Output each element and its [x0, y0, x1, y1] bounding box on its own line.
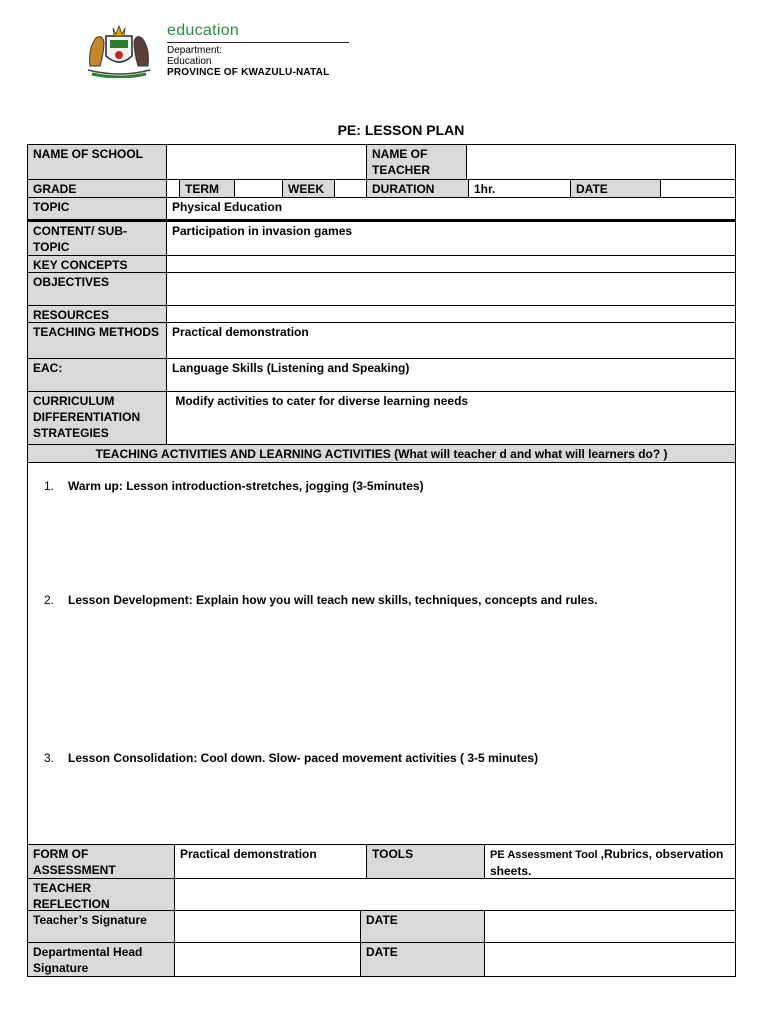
reflection-label: TEACHER REFLECTION	[28, 879, 174, 910]
tools-value-rest: ,Rubrics, observation sheets.	[490, 847, 724, 878]
department-line-2: Education	[167, 56, 212, 67]
hod-signature-row	[28, 942, 735, 976]
school-label: NAME OF SCHOOL	[28, 145, 166, 179]
teacher-name-label: NAME OF TEACHER	[366, 145, 466, 179]
reflection-row	[28, 878, 735, 910]
grade-field[interactable]	[166, 180, 179, 197]
activities-header: TEACHING ACTIVITIES AND LEARNING ACTIVITIES (What will teacher d and what will learners do? )	[28, 445, 735, 462]
eac-label: EAC:	[28, 359, 166, 391]
brand-rule	[167, 42, 349, 43]
topic-value: Physical Education	[166, 198, 735, 219]
department-line-1: Department:	[167, 45, 223, 56]
activity-number: 3.	[44, 751, 55, 765]
activities-header-row	[28, 444, 735, 462]
hod-date-field[interactable]	[484, 943, 735, 976]
activity-item	[44, 593, 597, 607]
teacher-date-field[interactable]	[484, 911, 735, 942]
reflection-field[interactable]	[174, 879, 735, 910]
objectives-label: OBJECTIVES	[28, 273, 166, 305]
week-label: WEEK	[282, 180, 334, 197]
school-field[interactable]	[166, 145, 366, 179]
tools-value	[484, 845, 735, 878]
activities-area	[28, 462, 735, 844]
eac-value: Language Skills (Listening and Speaking)	[166, 359, 735, 391]
teaching-methods-value: Practical demonstration	[166, 323, 735, 358]
page-title: PE: LESSON PLAN	[337, 122, 465, 138]
resources-label: RESOURCES	[28, 306, 166, 322]
teacher-signature-row	[28, 910, 735, 942]
assessment-label: FORM OF ASSESSMENT	[28, 845, 174, 878]
teacher-signature-label: Teacher’s Signature	[28, 911, 174, 942]
activity-number: 2.	[44, 593, 55, 607]
assessment-value: Practical demonstration	[174, 845, 366, 878]
province-line: PROVINCE OF KWAZULU-NATAL	[167, 67, 330, 78]
date-label: DATE	[570, 180, 660, 197]
key-concepts-label: KEY CONCEPTS	[28, 256, 166, 272]
teaching-methods-row	[28, 322, 735, 358]
hod-signature-label: Departmental Head Signature	[28, 943, 174, 976]
topic-row	[28, 197, 735, 219]
teacher-date-label: DATE	[360, 911, 484, 942]
teacher-name-field[interactable]	[466, 145, 735, 179]
tools-label: TOOLS	[366, 845, 484, 878]
week-field[interactable]	[334, 180, 366, 197]
topic-label: TOPIC	[28, 198, 166, 219]
eac-row	[28, 358, 735, 391]
activity-text: Warm up: Lesson introduction-stretches, jogging (3-5minutes)	[68, 479, 424, 493]
activity-text: Lesson Development: Explain how you will teach new skills, techniques, concepts and rules.	[68, 593, 598, 607]
curriculum-label: CURRICULUM DIFFERENTIATION STRATEGIES	[28, 392, 166, 444]
curriculum-row	[28, 391, 735, 444]
school-row	[28, 145, 735, 179]
grade-row	[28, 179, 735, 197]
brand-word: education	[167, 22, 240, 39]
term-label: TERM	[179, 180, 234, 197]
teaching-methods-label: TEACHING METHODS	[28, 323, 166, 358]
lesson-plan-table	[27, 144, 736, 977]
hod-signature-field[interactable]	[174, 943, 360, 976]
activity-item	[44, 751, 538, 765]
objectives-row	[28, 272, 735, 305]
resources-field[interactable]	[166, 306, 735, 322]
duration-label: DURATION	[366, 180, 468, 197]
date-field[interactable]	[660, 180, 735, 197]
key-concepts-row	[28, 255, 735, 272]
activity-text: Lesson Consolidation: Cool down. Slow- paced movement activities ( 3-5 minutes)	[68, 751, 539, 765]
content-value: Participation in invasion games	[166, 222, 735, 255]
content-row	[28, 219, 735, 255]
activity-number: 1.	[44, 479, 55, 493]
curriculum-value: Modify activities to cater for diverse learning needs	[166, 392, 735, 444]
tools-value-prefix: PE Assessment Tool	[490, 849, 601, 861]
resources-row	[28, 305, 735, 322]
hod-date-label: DATE	[360, 943, 484, 976]
duration-value: 1hr.	[468, 180, 570, 197]
activity-item	[44, 479, 424, 493]
kzn-coat-of-arms-logo	[80, 22, 158, 78]
grade-label: GRADE	[28, 180, 166, 197]
teacher-signature-field[interactable]	[174, 911, 360, 942]
department-block	[167, 45, 329, 78]
objectives-field[interactable]	[166, 273, 735, 305]
assessment-row	[28, 844, 735, 878]
term-field[interactable]	[234, 180, 282, 197]
content-label: CONTENT/ SUB-TOPIC	[28, 222, 166, 255]
key-concepts-field[interactable]	[166, 256, 735, 272]
